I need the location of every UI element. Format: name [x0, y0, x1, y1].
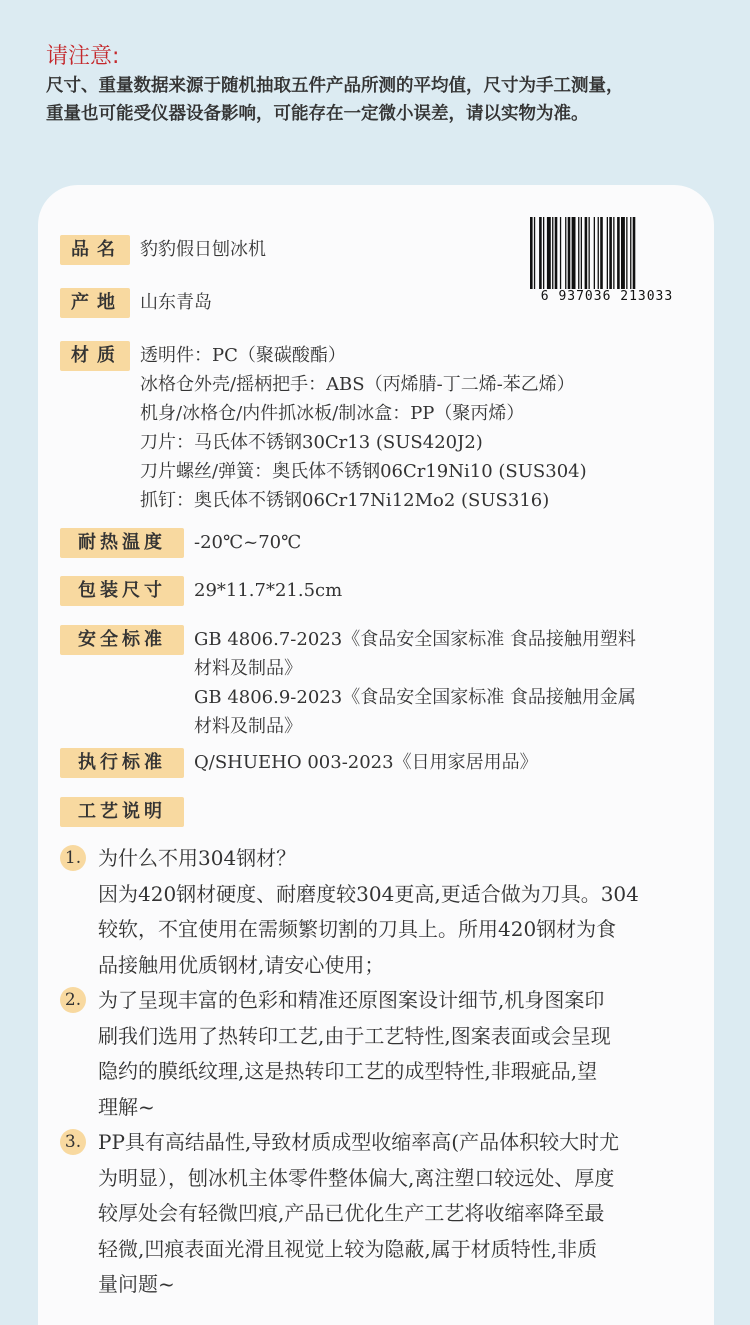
notice	[46, 42, 720, 128]
craft-header	[60, 797, 184, 827]
craft-item-number: 1.	[60, 845, 86, 871]
spec-label: 安全标准	[60, 625, 184, 655]
notice-line: 重量也可能受仪器设备影响，可能存在一定微小误差，请以实物为准。	[46, 104, 589, 124]
craft-item-number: 3.	[60, 1129, 86, 1155]
notice-line: 尺寸、重量数据来源于随机抽取五件产品所测的平均值，尺寸为手工测量，	[46, 76, 624, 96]
spec-label: 执行标准	[60, 748, 184, 778]
safety-line: 材料及制品》	[194, 658, 302, 679]
craft-line: 较软，不宜使用在需频繁切割的刀具上。所用420钢材为食	[98, 917, 617, 941]
craft-item	[60, 1125, 690, 1303]
spec-value: 29*11.7*21.5cm	[194, 580, 343, 601]
craft-line: 隐约的膜纸纹理,这是热转印工艺的成型特性,非瑕疵品,望	[98, 1059, 598, 1083]
safety-line: 材料及制品》	[194, 716, 302, 737]
material-line: 刀片螺丝/弹簧：奥氏体不锈钢06Cr19Ni10 (SUS304)	[140, 461, 587, 482]
craft-item-text	[98, 841, 639, 983]
craft-line: 理解~	[98, 1094, 155, 1119]
spec-label: 产地	[60, 288, 130, 318]
safety-line: GB 4806.9-2023《食品安全国家标准 食品接触用金属	[194, 687, 636, 708]
craft-item	[60, 983, 690, 1125]
craft-line: 较厚处会有轻微凹痕,产品已优化生产工艺将收缩率降至最	[98, 1201, 605, 1225]
barcode-number: 6 937036 213033	[540, 289, 674, 304]
craft-line: PP具有高结晶性,导致材质成型收缩率高(产品体积较大时尤	[98, 1130, 620, 1154]
material-line: 抓钉：奥氏体不锈钢06Cr17Ni12Mo2 (SUS316)	[140, 490, 550, 511]
barcode	[528, 217, 686, 304]
spec-value: -20℃~70℃	[194, 532, 302, 553]
craft-line: 为明显），刨冰机主体零件整体偏大,离注塑口较远处、厚度	[98, 1165, 615, 1190]
spec-row-safety	[60, 625, 636, 741]
material-line: 冰格仓外壳/摇柄把手：ABS（丙烯腈-丁二烯-苯乙烯）	[140, 374, 575, 395]
spec-value: 豹豹假日刨冰机	[140, 239, 266, 260]
spec-label: 耐热温度	[60, 528, 184, 558]
craft-list	[60, 841, 690, 1303]
spec-row-temperature	[60, 528, 301, 558]
craft-line: 轻微,凹痕表面光滑且视觉上较为隐蔽,属于材质特性,非质	[98, 1236, 598, 1261]
spec-value-list	[140, 341, 587, 515]
barcode-bars	[528, 217, 686, 289]
spec-label: 品名	[60, 235, 130, 265]
craft-item-text	[98, 1125, 619, 1303]
craft-line: 量问题~	[98, 1272, 175, 1296]
craft-item	[60, 841, 690, 983]
notice-title: 请注意:	[46, 44, 120, 69]
spec-label: 包装尺寸	[60, 576, 184, 606]
spec-row-package	[60, 576, 342, 606]
spec-row-standard	[60, 748, 538, 778]
spec-value: 山东青岛	[140, 292, 212, 313]
craft-item-number: 2.	[60, 987, 86, 1013]
craft-line: 为什么不用304钢材？	[98, 846, 297, 870]
material-line: 透明件：PC（聚碳酸酯）	[140, 345, 346, 366]
safety-line: GB 4806.7-2023《食品安全国家标准 食品接触用塑料	[194, 629, 636, 650]
spec-row-origin	[60, 288, 212, 318]
craft-item-text	[98, 983, 611, 1125]
material-line: 刀片：马氏体不锈钢30Cr13 (SUS420J2)	[140, 432, 483, 453]
spec-value: Q/SHUEHO 003-2023《日用家居用品》	[194, 752, 538, 773]
spec-card	[38, 185, 714, 1325]
spec-label: 材质	[60, 341, 130, 371]
craft-line: 因为420钢材硬度、耐磨度较304更高,更适合做为刀具。304	[98, 881, 639, 906]
spec-row-name	[60, 235, 266, 265]
craft-line: 刷我们选用了热转印工艺,由于工艺特性,图案表面或会呈现	[98, 1023, 611, 1048]
craft-line: 为了呈现丰富的色彩和精准还原图案设计细节,机身图案印	[98, 988, 605, 1012]
craft-line: 品接触用优质钢材,请安心使用；	[98, 952, 385, 977]
spec-value-list	[194, 625, 636, 741]
craft-label: 工艺说明	[60, 797, 184, 827]
material-line: 机身/冰格仓/内件抓冰板/制冰盒：PP（聚丙烯）	[140, 403, 525, 424]
spec-row-material	[60, 341, 587, 515]
